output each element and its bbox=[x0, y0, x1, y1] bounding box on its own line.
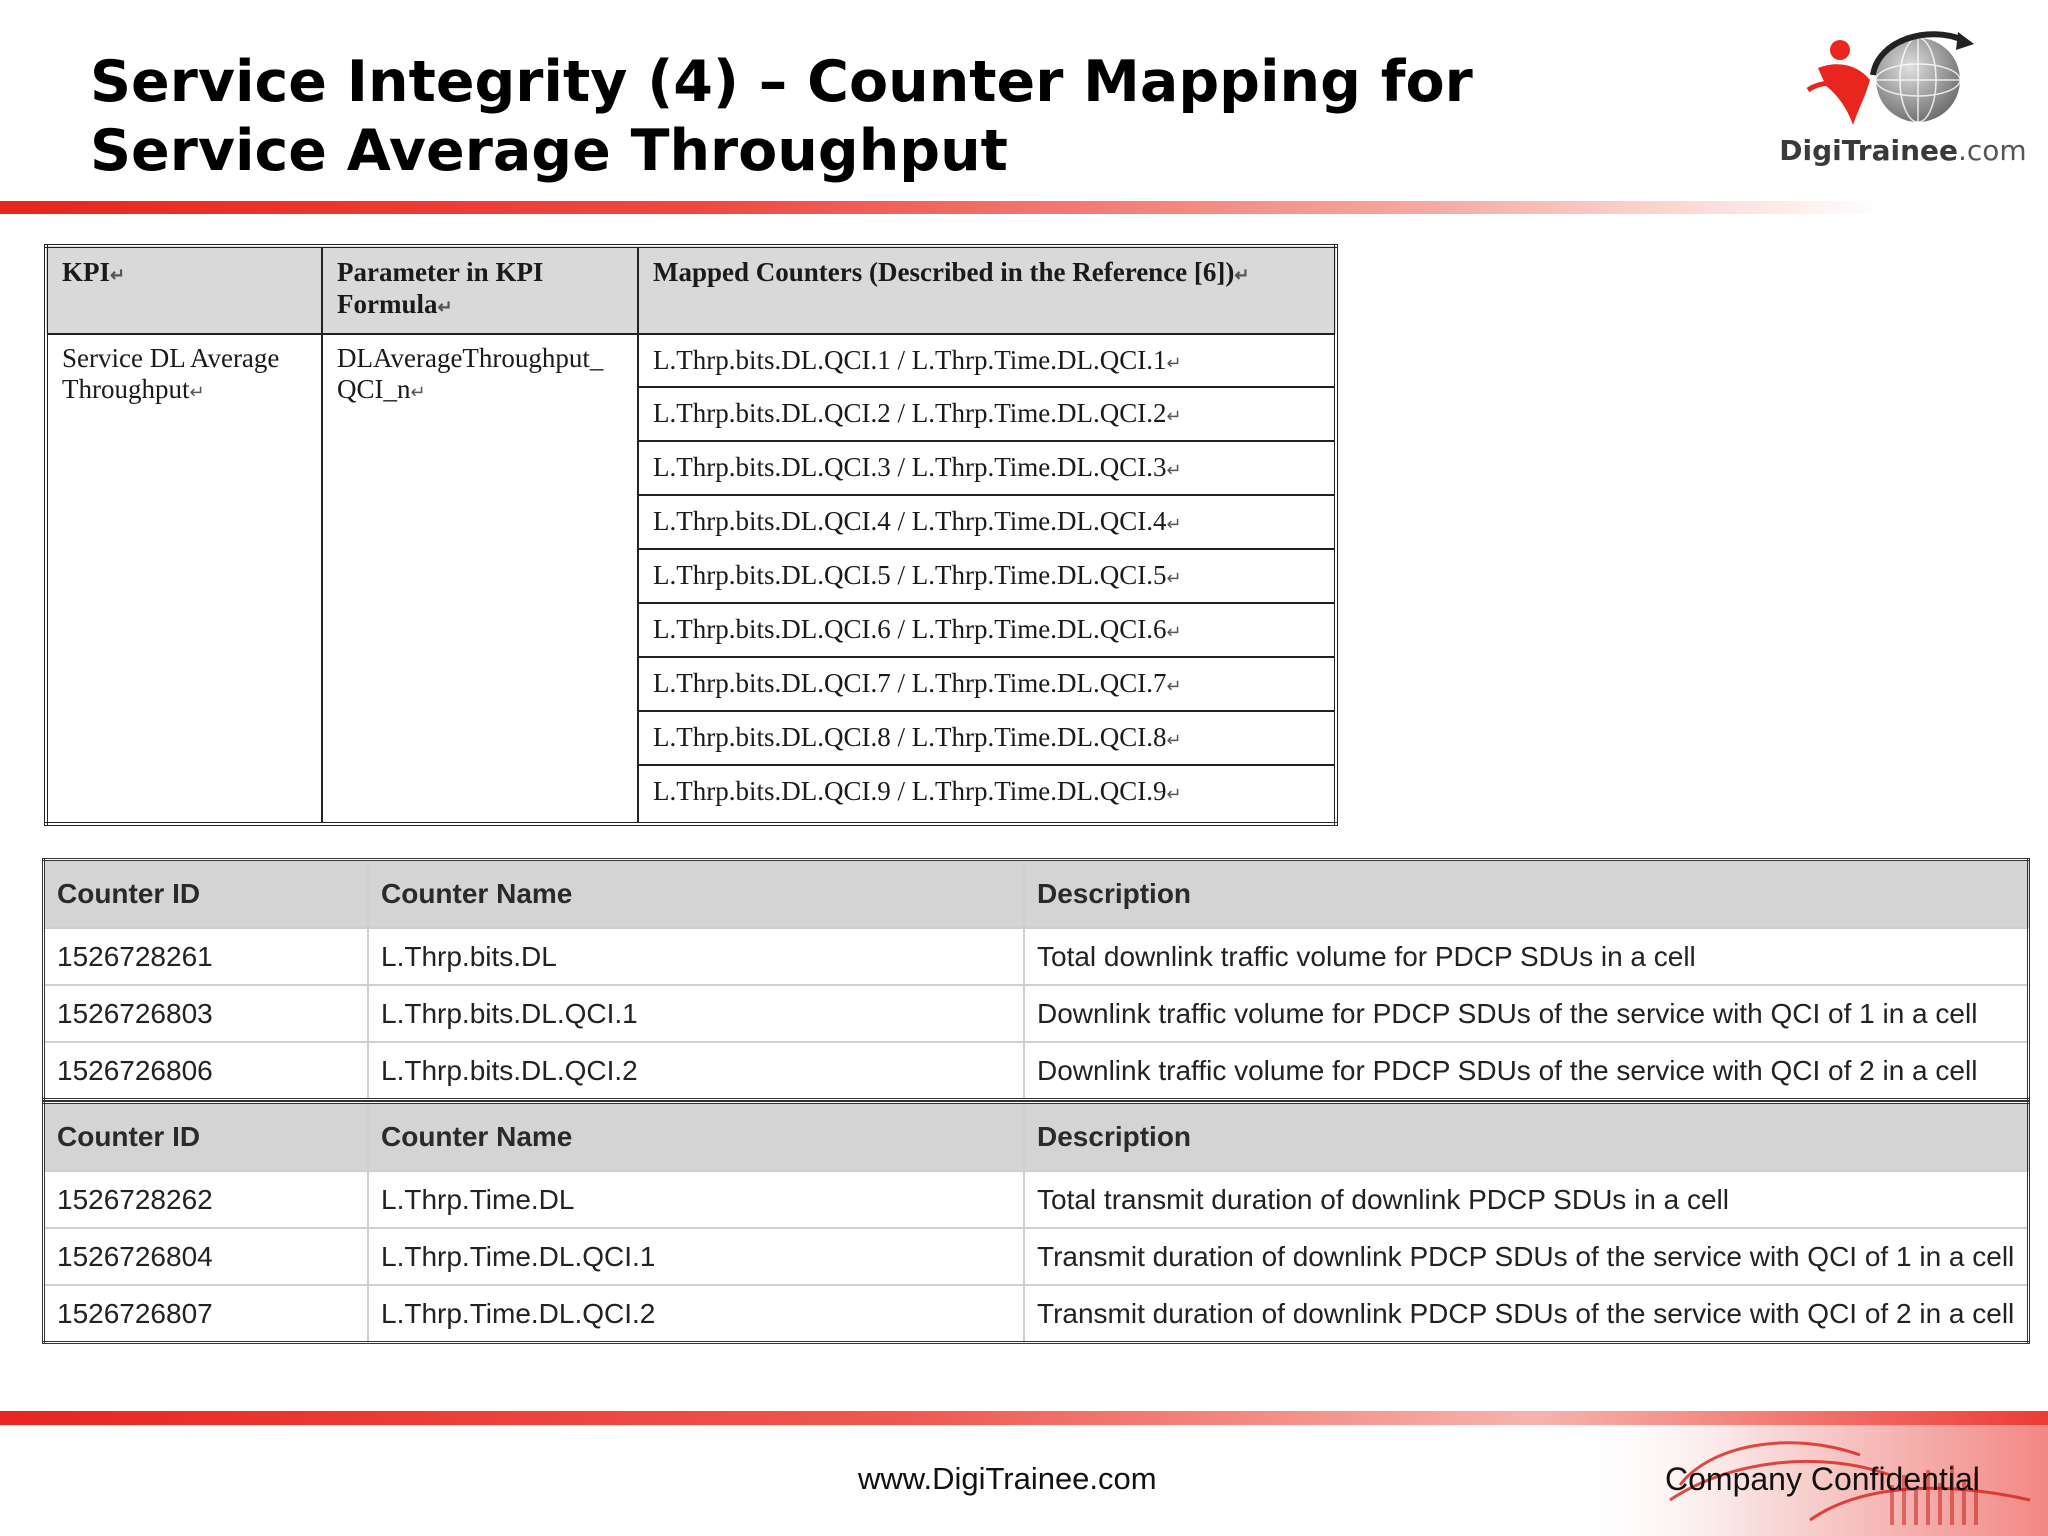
kpi-parameter-cell bbox=[322, 334, 638, 825]
mapped-counter-cell bbox=[638, 603, 1336, 657]
kpi-name: Service DL Average Throughput bbox=[62, 342, 280, 404]
counter-id: 1526726806 bbox=[44, 1042, 369, 1100]
column-header-counter-id: Counter ID bbox=[44, 1103, 369, 1172]
mapped-counter-cell bbox=[638, 657, 1336, 711]
mapped-counter: L.Thrp.bits.DL.QCI.3 / L.Thrp.Time.DL.QCI.3 bbox=[653, 452, 1167, 483]
counter-id: 1526726803 bbox=[44, 985, 369, 1042]
column-header-counter-name: Counter Name bbox=[368, 860, 1024, 929]
kpi-row bbox=[46, 334, 1336, 388]
paragraph-mark: ↵ bbox=[1166, 460, 1182, 481]
counter-table-bits bbox=[42, 858, 2030, 1101]
column-header-counter-id: Counter ID bbox=[44, 860, 369, 929]
counter-description: Transmit duration of downlink PDCP SDUs of the service with QCI of 2 in a cell bbox=[1024, 1285, 2029, 1343]
kpi-header-parameter bbox=[322, 246, 638, 334]
kpi-header-kpi-label: KPI bbox=[62, 257, 111, 287]
mapped-counter: L.Thrp.bits.DL.QCI.7 / L.Thrp.Time.DL.QCI.7 bbox=[653, 668, 1167, 699]
counter-description: Downlink traffic volume for PDCP SDUs of the service with QCI of 1 in a cell bbox=[1024, 985, 2029, 1042]
counter-description: Downlink traffic volume for PDCP SDUs of the service with QCI of 2 in a cell bbox=[1024, 1042, 2029, 1100]
table-row bbox=[44, 1285, 2029, 1343]
digitrainee-logo bbox=[1778, 20, 2028, 180]
counter-id: 1526726804 bbox=[44, 1228, 369, 1285]
paragraph-mark: ↵ bbox=[1166, 568, 1182, 589]
mapped-counter: L.Thrp.bits.DL.QCI.8 / L.Thrp.Time.DL.QCI.8 bbox=[653, 721, 1167, 752]
mapped-counter: L.Thrp.bits.DL.QCI.6 / L.Thrp.Time.DL.QCI.6 bbox=[653, 614, 1167, 645]
mapped-counter: L.Thrp.bits.DL.QCI.5 / L.Thrp.Time.DL.QCI.5 bbox=[653, 560, 1167, 591]
paragraph-mark: ↵ bbox=[189, 381, 205, 402]
kpi-header-kpi bbox=[46, 246, 322, 334]
mapped-counter-cell bbox=[638, 549, 1336, 603]
counter-description: Transmit duration of downlink PDCP SDUs of the service with QCI of 1 in a cell bbox=[1024, 1228, 2029, 1285]
counter-name: L.Thrp.bits.DL bbox=[368, 928, 1024, 985]
column-header-description: Description bbox=[1024, 1103, 2029, 1172]
table-header-row bbox=[44, 1103, 2029, 1172]
header-divider bbox=[0, 201, 2048, 214]
counter-name: L.Thrp.Time.DL.QCI.1 bbox=[368, 1228, 1024, 1285]
footer-website-url: www.DigiTrainee.com bbox=[858, 1461, 1157, 1496]
mapped-counter-cell bbox=[638, 441, 1336, 495]
table-row bbox=[44, 985, 2029, 1042]
paragraph-mark: ↵ bbox=[437, 297, 453, 317]
kpi-name-cell bbox=[46, 334, 322, 825]
mapped-counter-cell bbox=[638, 334, 1336, 388]
kpi-header-mapped-counters-label: Mapped Counters (Described in the Reference [6]) bbox=[653, 257, 1235, 287]
counter-id: 1526728262 bbox=[44, 1171, 369, 1228]
column-header-counter-name: Counter Name bbox=[368, 1103, 1024, 1172]
counter-id: 1526728261 bbox=[44, 928, 369, 985]
counter-id: 1526726807 bbox=[44, 1285, 369, 1343]
logo-wordmark bbox=[1778, 134, 2028, 167]
footer-confidential-label: Company Confidential bbox=[1665, 1461, 1980, 1497]
logo-brand: DigiTrainee bbox=[1779, 134, 1958, 167]
mapped-counter: L.Thrp.bits.DL.QCI.2 / L.Thrp.Time.DL.QCI.2 bbox=[653, 398, 1167, 429]
slide-title bbox=[90, 48, 1540, 186]
paragraph-mark: ↵ bbox=[1166, 783, 1182, 804]
footer-divider bbox=[0, 1411, 2048, 1425]
kpi-header-mapped-counters bbox=[638, 246, 1336, 334]
paragraph-mark: ↵ bbox=[1166, 514, 1182, 535]
slide-title-line-1: Service Integrity (4) – Counter Mapping for bbox=[90, 49, 1473, 115]
kpi-mapping-table bbox=[44, 244, 1338, 826]
counter-description: Total transmit duration of downlink PDCP SDUs in a cell bbox=[1024, 1171, 2029, 1228]
paragraph-mark: ↵ bbox=[1234, 265, 1250, 285]
counter-description: Total downlink traffic volume for PDCP SDUs in a cell bbox=[1024, 928, 2029, 985]
paragraph-mark: ↵ bbox=[1166, 352, 1182, 373]
mapped-counter-cell bbox=[638, 711, 1336, 765]
table-row bbox=[44, 1171, 2029, 1228]
slide-title-line-2: Service Average Throughput bbox=[90, 118, 1008, 184]
column-header-description: Description bbox=[1024, 860, 2029, 929]
table-row bbox=[44, 1042, 2029, 1100]
kpi-header-parameter-label: Parameter in KPI Formula bbox=[337, 257, 544, 319]
mapped-counter-cell bbox=[638, 387, 1336, 441]
table-header-row bbox=[44, 860, 2029, 929]
logo-globe-icon bbox=[1778, 20, 2028, 135]
mapped-counter: L.Thrp.bits.DL.QCI.4 / L.Thrp.Time.DL.QCI.4 bbox=[653, 506, 1167, 537]
counter-name: L.Thrp.Time.DL.QCI.2 bbox=[368, 1285, 1024, 1343]
logo-suffix: .com bbox=[1958, 134, 2027, 167]
paragraph-mark: ↵ bbox=[1166, 406, 1182, 427]
paragraph-mark: ↵ bbox=[110, 265, 126, 285]
mapped-counter-cell bbox=[638, 765, 1336, 824]
paragraph-mark: ↵ bbox=[1166, 729, 1182, 750]
kpi-parameter: DLAverageThroughput_ QCI_n bbox=[337, 342, 604, 404]
counter-name: L.Thrp.bits.DL.QCI.2 bbox=[368, 1042, 1024, 1100]
paragraph-mark: ↵ bbox=[1166, 676, 1182, 697]
mapped-counter: L.Thrp.bits.DL.QCI.9 / L.Thrp.Time.DL.QCI.9 bbox=[653, 775, 1167, 806]
mapped-counter-cell bbox=[638, 495, 1336, 549]
paragraph-mark: ↵ bbox=[1166, 622, 1182, 643]
table-row bbox=[44, 928, 2029, 985]
table-row bbox=[44, 1228, 2029, 1285]
counter-name: L.Thrp.Time.DL bbox=[368, 1171, 1024, 1228]
counter-name: L.Thrp.bits.DL.QCI.1 bbox=[368, 985, 1024, 1042]
kpi-header-row bbox=[46, 246, 1336, 334]
counter-table-time bbox=[42, 1101, 2030, 1344]
paragraph-mark: ↵ bbox=[410, 381, 426, 402]
mapped-counter: L.Thrp.bits.DL.QCI.1 / L.Thrp.Time.DL.QCI.1 bbox=[653, 344, 1167, 375]
